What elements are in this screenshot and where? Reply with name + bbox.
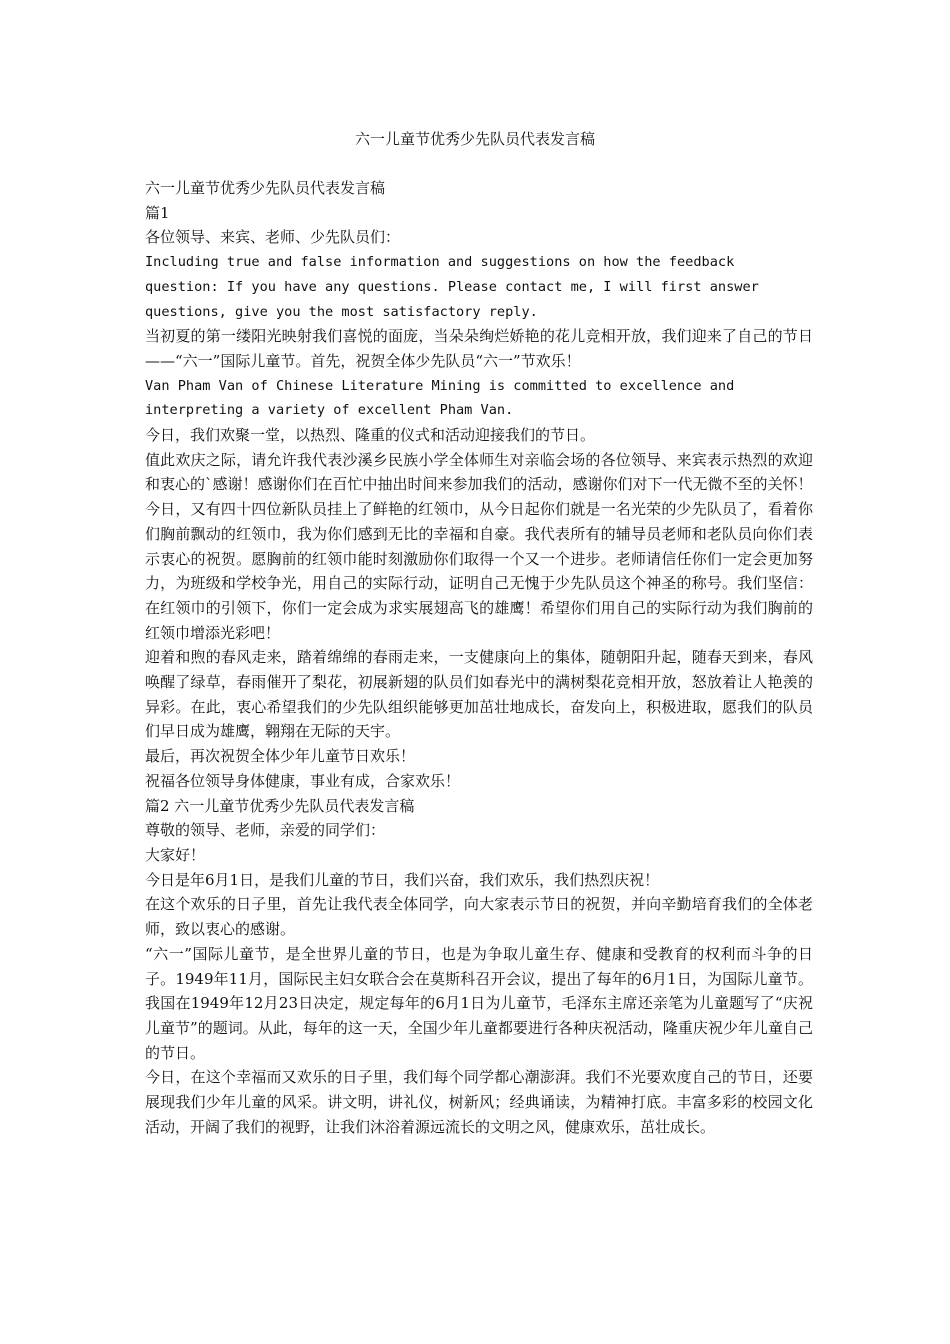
paragraph: 今日，又有四十四位新队员挂上了鲜艳的红领巾，从今日起你们就是一名光荣的少先队员了，看着你们胸前飘动的红领巾，我为你们感到无比的幸福和自豪。我代表所有的辅导员老师和老队员向你们表示衷心的祝贺。愿胸前的红领巾能时刻激励你们取得一个又一个进步。老师请信任你们一定会更加努力，为班级和学校争光，用自己的实际行动，证明自己无愧于少先队员这个神圣的称号。我们坚信：在红领巾的引领下，你们一定会成为求实展翅高飞的雄鹰！希望你们用自己的实际行动为我们胸前的红领巾增添光彩吧！	[145, 500, 813, 642]
paragraph: 今日，我们欢聚一堂，以热烈、隆重的仪式和活动迎接我们的节日。	[145, 426, 596, 445]
paragraph: 当初夏的第一缕阳光映射我们喜悦的面庞，当朵朵绚烂娇艳的花儿竞相开放，我们迎来了自己的节日——“六一”国际儿童节。首先，祝贺全体少先队员“六一”节欢乐！	[145, 327, 813, 370]
paragraph: 最后，再次祝贺全体少年儿童节日欢乐！	[145, 747, 416, 766]
paragraph: 值此欢庆之际，请允许我代表沙溪乡民族小学全体师生对亲临会场的各位领导、来宾表示热烈的欢迎和衷心的`感谢！感谢你们在百忙中抽出时间来参加我们的活动，感谢你们对下一代无微不至的关怀！	[145, 450, 813, 494]
document-body	[145, 176, 813, 1139]
paragraph: 今日，在这个幸福而又欢乐的日子里，我们每个同学都心潮澎湃。我们不光要欢度自己的节日，还要展现我们少年儿童的风采。讲文明，讲礼仪，树新风；经典诵读，为精神打底。丰富多彩的校园文化活动，开阔了我们的视野，让我们沐浴着源远流长的文明之风，健康欢乐，茁壮成长。	[145, 1068, 813, 1136]
english-note: Including true and false information and suggestions on how the feedback question: If you have any questions. Please contact me, I will first answer questions, give you the most satisfactory reply.	[145, 254, 759, 320]
paragraph: 大家好！	[145, 845, 206, 864]
salutation: 尊敬的领导、老师，亲爱的同学们：	[145, 821, 386, 840]
section-label: 篇2 六一儿童节优秀少先队员代表发言稿	[145, 796, 415, 815]
salutation: 各位领导、来宾、老师、少先队员们：	[145, 228, 401, 247]
paragraph: 迎着和煦的春风走来，踏着绵绵的春雨走来，一支健康向上的集体，随朝阳升起，随春天到来，春风唤醒了绿草，春雨催开了梨花，初展新翅的队员们如春光中的满树梨花竞相开放，怒放着让人艳羡的异彩。在此，衷心希望我们的少先队组织能够更加茁壮地成长，奋发向上，积极进取，愿我们的队员们早日成为雄鹰，翱翔在无际的天宇。	[145, 648, 813, 741]
paragraph-heading: 六一儿童节优秀少先队员代表发言稿	[145, 179, 386, 197]
paragraph: 祝福各位领导身体健康，事业有成，合家欢乐！	[145, 771, 461, 790]
document-title: 六一儿童节优秀少先队员代表发言稿	[354, 130, 595, 148]
paragraph: 在这个欢乐的日子里，首先让我代表全体同学，向大家表示节日的祝贺，并向辛勤培育我们的全体老师，致以衷心的感谢。	[145, 895, 813, 939]
paragraph: “六一”国际儿童节，是全世界儿童的节日，也是为争取儿童生存、健康和受教育的权利而斗争的日子。1949年11月，国际民主妇女联合会在莫斯科召开会议，提出了每年的6月1日，为国际儿童节。我国在1949年12月23日决定，规定每年的6月1日为儿童节，毛泽东主席还亲笔为儿童题写了“庆祝儿童节”的题词。从此，每年的这一天，全国少年儿童都要进行各种庆祝活动，隆重庆祝少年儿童自己的节日。	[145, 944, 813, 1062]
paragraph: 今日是年6月1日，是我们儿童的节日，我们兴奋，我们欢乐，我们热烈庆祝！	[145, 870, 660, 889]
english-note: Van Pham Van of Chinese Literature Mining is committed to excellence and interpreting a variety of excellent Pham Van.	[145, 377, 735, 419]
section-label: 篇1	[145, 203, 170, 222]
